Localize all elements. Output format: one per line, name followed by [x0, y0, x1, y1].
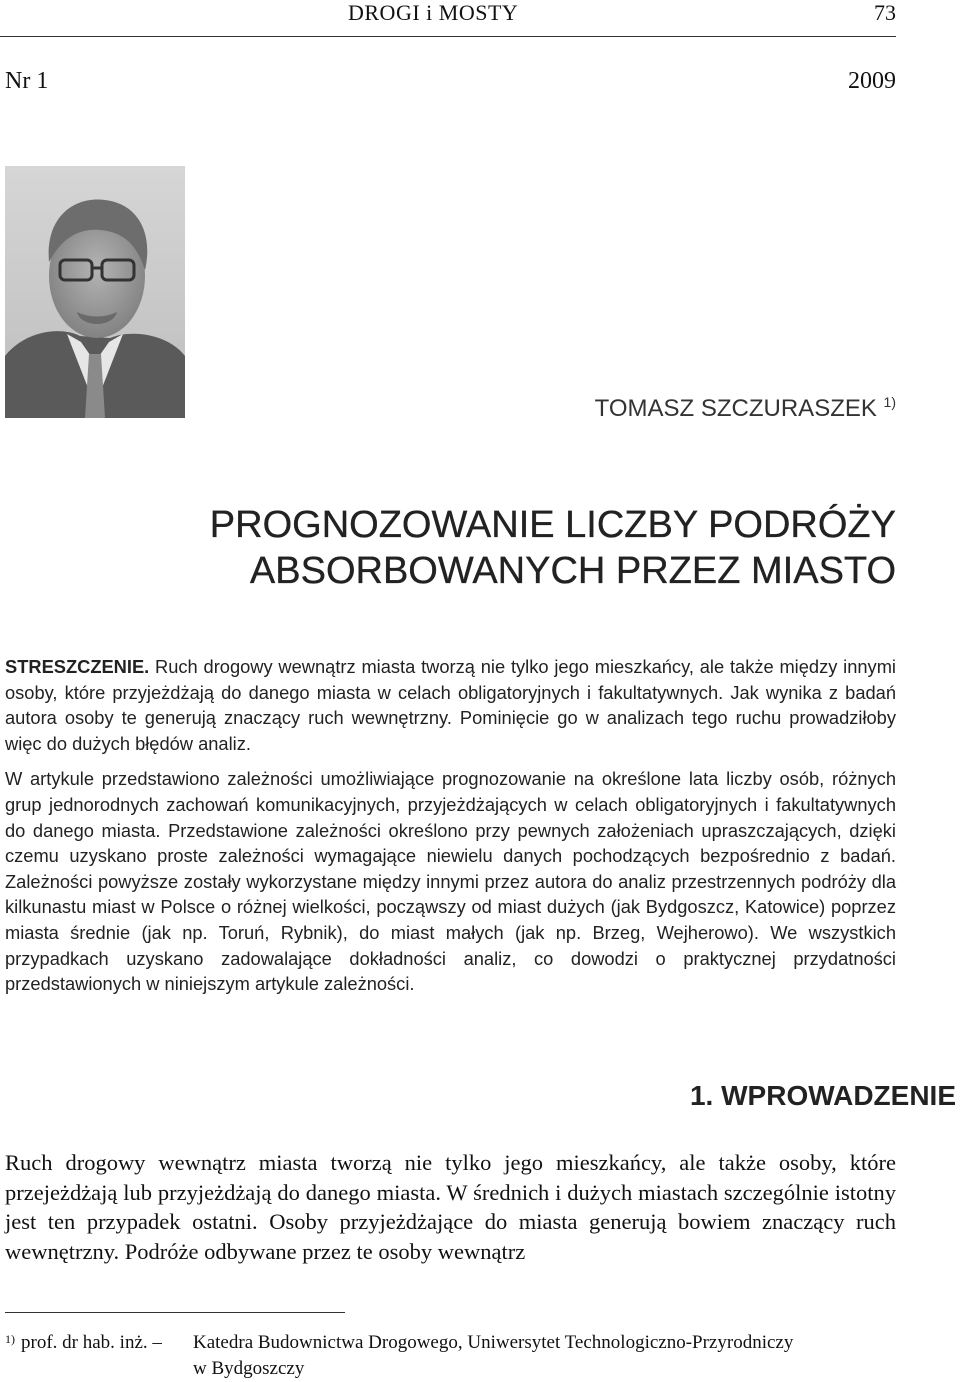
footnote-degree: prof. dr hab. inż. –	[21, 1332, 162, 1353]
title-line-1: PROGNOZOWANIE LICZBY PODRÓŻY	[209, 504, 896, 546]
abstract-paragraph-2: W artykule przedstawiono zależności umożliwiające prognozowanie na określone lata liczby osób, różnych grup jednorodnych zachowań komunikacyjnych, przyjeżdżających w celach obligatoryjnych i fakultatywnych do danego miasta. Przedstawione zależności określono przy pewnych założeniach upraszczających, dzięki czemu uzyskano proste zależności wymagające niewielu danych pochodzących bezpośrednio z badań. Zależności powyższe zostały wykorzystane między innymi przez autora do analiz przestrzennych podróży dla kilkunastu miast w Polsce o różnej wielkości, począwszy od miast dużych (jak Bydgoszcz, Katowice) poprzez miasta średnie (jak np. Toruń, Rybnik), do miast małych (jak np. Brzeg, Wejherowo). We wszystkich przypadkach uzyskano zadowalające dokładności analiz, co dowodzi o praktycznej przydatności przedstawionych w niniejszym artykule zależności.	[5, 768, 896, 995]
body-text	[5, 1148, 896, 1266]
author-footnote-mark: 1)	[883, 394, 896, 410]
body-paragraph-1: Ruch drogowy wewnątrz miasta tworzą nie tylko jego mieszkańcy, ale także osoby, które przejeżdżają lub przyjeżdżają do danego miasta. W średnich i dużych miastach szczególnie istotny jest ten przypadek ostatni. Osoby przyjeżdżające do miasta generują bowiem znaczący ruch wewnętrzny. Podróże odbywane przez te osoby wewnątrz	[5, 1150, 896, 1264]
title-line-2: ABSORBOWANYCH PRZEZ MIASTO	[249, 550, 896, 592]
author-photo	[5, 166, 185, 418]
article-title	[210, 502, 896, 594]
footnote-mark: 1)	[5, 1332, 15, 1346]
footnote-affiliation-line-2: w Bydgoszczy	[193, 1358, 305, 1379]
abstract-label: STRESZCZENIE.	[5, 656, 150, 677]
abstract-text-1: Ruch drogowy wewnątrz miasta tworzą nie tylko jego mieszkańcy, ale także między innymi osoby, które przyjeżdżają do danego miasta w celach obligatoryjnych i fakultatywnych. Jak wynika z badań autora osoby te generują znaczący ruch wewnętrzny. Pominięcie go w analizach tego ruchu prowadziłoby więc do dużych błędów analiz.	[5, 656, 896, 754]
author-name-text: TOMASZ SZCZURASZEK	[594, 395, 877, 422]
page-number: 73	[874, 0, 896, 25]
section-heading: 1. WPROWADZENIE	[689, 1080, 956, 1111]
abstract-paragraph-1	[5, 654, 896, 756]
author-name	[595, 394, 896, 423]
footnote-divider	[5, 1312, 345, 1313]
footnote-affiliation-line-1: Katedra Budownictwa Drogowego, Uniwersytet Technologiczno-Przyrodniczy	[193, 1332, 794, 1353]
issue-number: Nr 1	[5, 68, 49, 94]
journal-name: DROGI i MOSTY	[348, 0, 519, 25]
author-portrait-image	[5, 166, 185, 418]
issue-year: 2009	[848, 68, 896, 94]
running-header	[0, 0, 896, 37]
abstract	[5, 654, 896, 1007]
